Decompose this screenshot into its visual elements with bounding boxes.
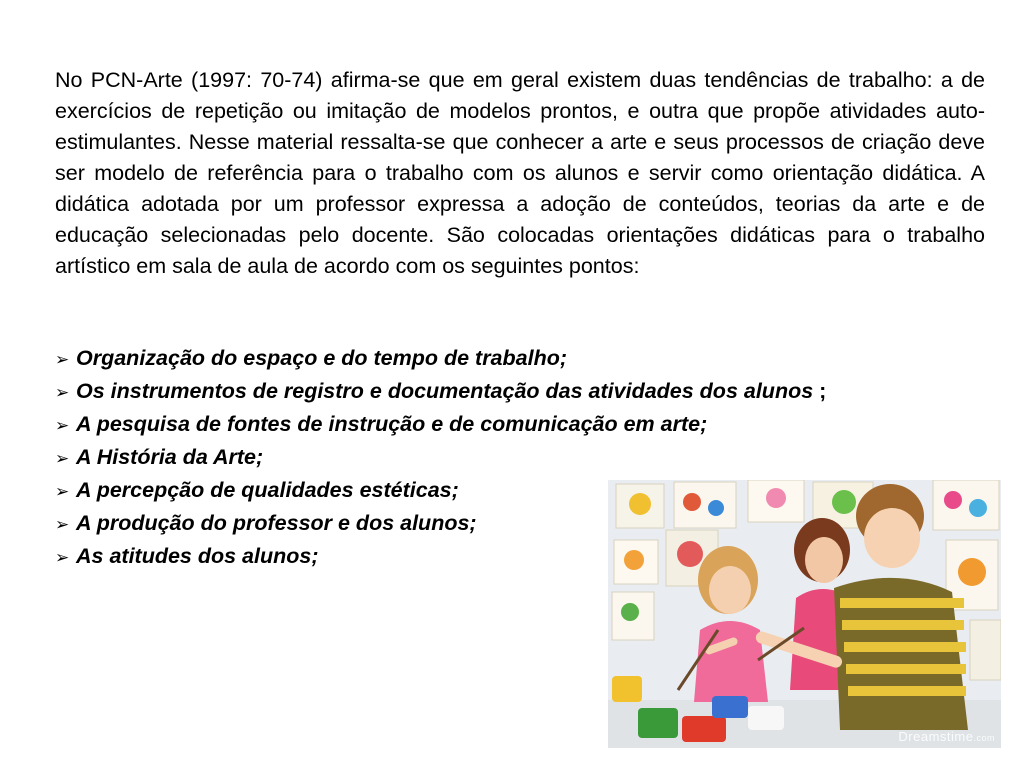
- bullet-text: A produção do professor e dos alunos;: [76, 511, 477, 535]
- bullet-text: A percepção de qualidades estéticas;: [76, 478, 459, 502]
- body-paragraph: No PCN-Arte (1997: 70-74) afirma-se que em geral existem duas tendências de trabalho: a de exercícios de repetição ou imitação de modelos prontos, e outra que propõe atividades auto-estimulantes. Nesse material ressalta-se que conhecer a arte e seus processos de criação deve ser modelo de referência para o trabalho com os alunos e servir como orientação didática. A didática adotada por um professor expressa a adoção de conteúdos, teorias da arte e de educação selecionadas pelo docente. São colocadas orientações didáticas para o trabalho artístico em sala de aula de acordo com os seguintes pontos:: [55, 68, 985, 278]
- list-item: [55, 409, 995, 442]
- photo-illustration: [608, 480, 1001, 748]
- watermark: [898, 729, 995, 744]
- arrow-bullet-icon: ➢: [55, 515, 70, 535]
- children-painting-photo: [608, 480, 1001, 748]
- arrow-bullet-icon: ➢: [55, 548, 70, 568]
- bullet-text: As atitudes dos alunos;: [76, 544, 319, 568]
- bullet-text: Organização do espaço e do tempo de trabalho;: [76, 346, 568, 370]
- arrow-bullet-icon: ➢: [55, 350, 70, 370]
- watermark-text: Dreamstime: [898, 729, 974, 744]
- bullet-text: Os instrumentos de registro e documentação das atividades dos alunos: [76, 379, 814, 403]
- list-item: [55, 343, 995, 376]
- arrow-bullet-icon: ➢: [55, 416, 70, 436]
- bullet-text: A História da Arte;: [76, 445, 264, 469]
- arrow-bullet-icon: ➢: [55, 383, 70, 403]
- bullet-text: A pesquisa de fontes de instrução e de comunicação em arte;: [76, 412, 708, 436]
- list-item: [55, 376, 995, 409]
- watermark-suffix: .com: [973, 733, 995, 743]
- list-item: [55, 442, 995, 475]
- bullet-suffix: ;: [819, 379, 827, 403]
- arrow-bullet-icon: ➢: [55, 482, 70, 502]
- arrow-bullet-icon: ➢: [55, 449, 70, 469]
